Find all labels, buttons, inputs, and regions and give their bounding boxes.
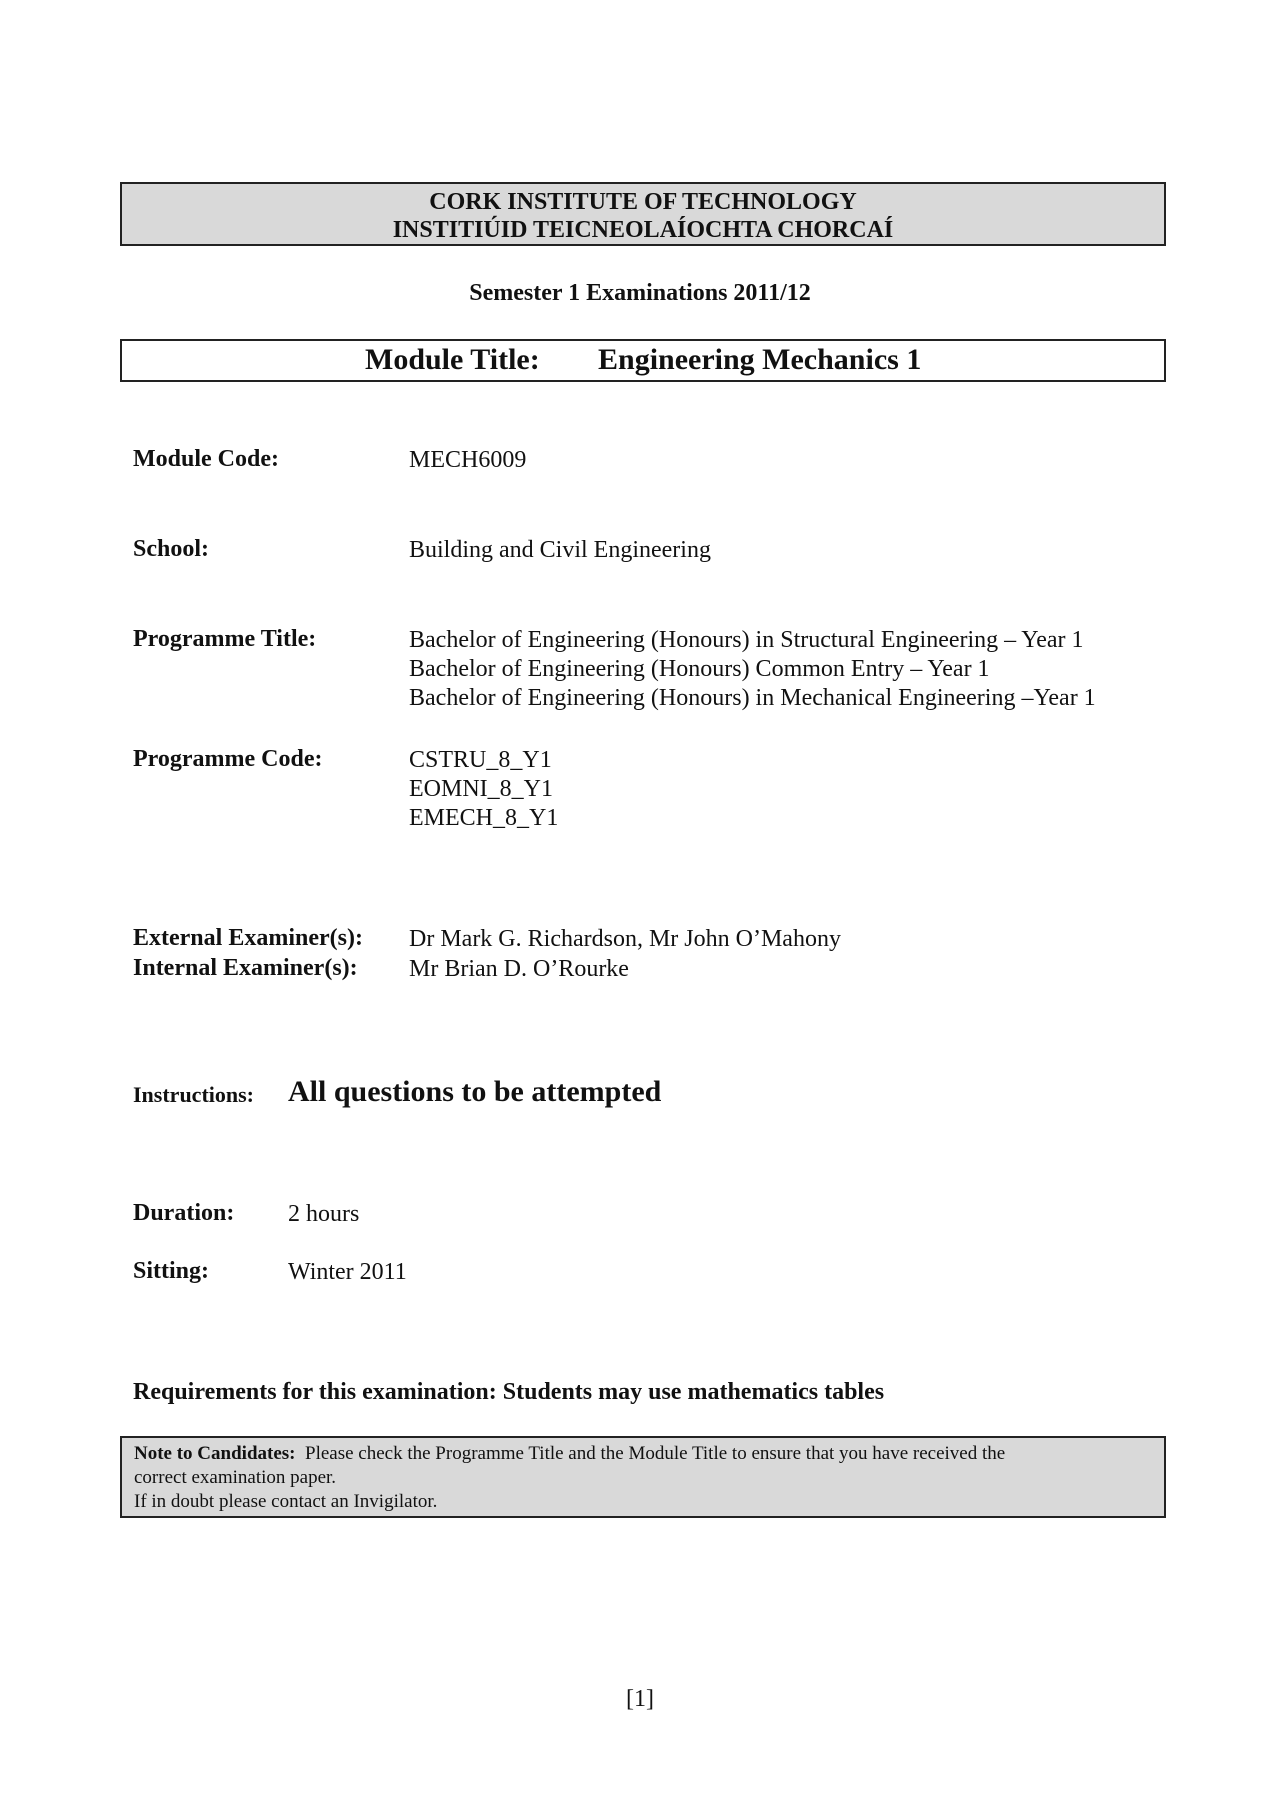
programme-code-values — [409, 746, 558, 833]
external-examiners-label: External Examiner(s): — [133, 925, 363, 951]
programme-code-line: EOMNI_8_Y1 — [409, 776, 553, 802]
duration-label: Duration: — [133, 1200, 235, 1226]
page-number: [1] — [626, 1686, 654, 1712]
institution-name-english: CORK INSTITUTE OF TECHNOLOGY — [429, 189, 857, 215]
programme-title-line: Bachelor of Engineering (Honours) in Structural Engineering – Year 1 — [409, 627, 1084, 653]
external-examiners-value: Dr Mark G. Richardson, Mr John O’Mahony — [409, 926, 841, 952]
sitting-label: Sitting: — [133, 1258, 210, 1284]
module-title-label: Module Title: — [365, 343, 540, 376]
note-to-candidates — [120, 1436, 1166, 1518]
school-label: School: — [133, 536, 210, 562]
semester-heading: Semester 1 Examinations 2011/12 — [469, 280, 811, 306]
requirements-text: Requirements for this examination: Students may use mathematics tables — [133, 1379, 885, 1405]
programme-title-line: Bachelor of Engineering (Honours) in Mechanical Engineering –Year 1 — [409, 685, 1096, 711]
programme-code-line: CSTRU_8_Y1 — [409, 747, 552, 773]
programme-title-line: Bachelor of Engineering (Honours) Common Entry – Year 1 — [409, 656, 990, 682]
note-text: If in doubt please contact an Invigilator. — [134, 1491, 438, 1512]
module-code-label: Module Code: — [133, 446, 279, 472]
sitting-value: Winter 2011 — [288, 1259, 407, 1285]
programme-title-values — [409, 626, 1096, 713]
module-title-box — [120, 339, 1166, 382]
note-text: correct examination paper. — [134, 1467, 337, 1488]
school-value: Building and Civil Engineering — [409, 537, 711, 563]
internal-examiners-label: Internal Examiner(s): — [133, 955, 358, 981]
module-title-value: Engineering Mechanics 1 — [598, 343, 922, 376]
duration-value: 2 hours — [288, 1201, 360, 1227]
programme-code-label: Programme Code: — [133, 746, 323, 772]
institution-header — [120, 182, 1166, 246]
instructions-label: Instructions: — [133, 1082, 255, 1107]
note-text: Please check the Programme Title and the Module Title to ensure that you have received the — [305, 1443, 1006, 1464]
institution-name-irish: INSTITIÚID TEICNEOLAÍOCHTA CHORCAÍ — [392, 217, 894, 243]
programme-title-label: Programme Title: — [133, 626, 317, 652]
internal-examiners-value: Mr Brian D. O’Rourke — [409, 956, 629, 982]
programme-code-line: EMECH_8_Y1 — [409, 805, 559, 831]
instructions-value: All questions to be attempted — [288, 1075, 662, 1108]
note-label: Note to Candidates: — [134, 1443, 296, 1464]
module-code-value: MECH6009 — [409, 447, 527, 473]
